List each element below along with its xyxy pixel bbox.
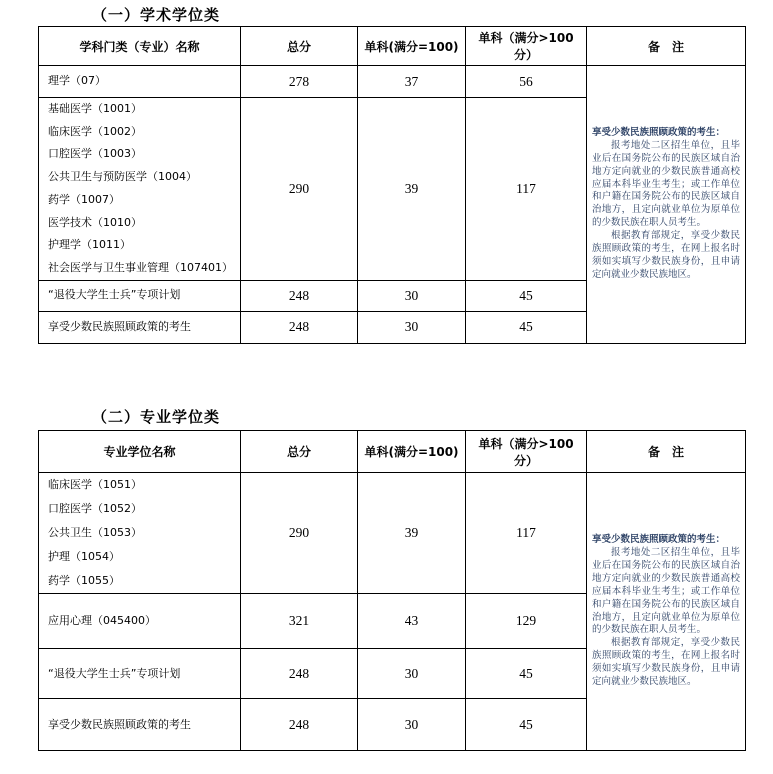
column-header-remark: 备 注 [587,431,746,473]
remark-cell [587,66,746,344]
table-header-row [39,431,746,473]
total-score-cell: 321 [241,594,358,649]
name-line: 临床医学（1002） [48,124,142,138]
academic-score-table [38,26,746,344]
section-title-academic: （一）学术学位类 [92,6,221,24]
single-subject-100-cell: 39 [358,473,466,594]
name-line: 护理（1054） [48,550,120,563]
column-header-single-subject-100: 单科(满分=100) [358,431,466,473]
single-subject-over-100-cell: 56 [466,66,587,98]
single-subject-100-cell: 30 [358,649,466,699]
name-line: 口腔医学（1003） [48,147,142,161]
subject-name-cell [39,280,241,311]
remark-heading: 享受少数民族照顾政策的考生： [592,534,726,546]
remark-paragraph: 根据教育部规定，享受少数民族照顾政策的考生，在网上报名时须如实填写少数民族身份，且申请定向就业少数民族地区。 [592,637,740,688]
name-line: 公共卫生与预防医学（1004） [48,170,197,184]
name-line: “退役大学生士兵”专项计划 [48,666,181,680]
single-subject-100-cell: 30 [358,311,466,343]
column-header-subject-name: 学科门类（专业）名称 [39,27,241,66]
name-line: 护理学（1011） [48,238,131,252]
remark-text [592,127,740,282]
single-subject-over-100-cell: 117 [466,473,587,594]
name-line: 应用心理（045400） [48,614,156,627]
degree-name-cell [39,473,241,594]
column-header-remark: 备 注 [587,27,746,66]
column-header-total-score: 总分 [241,431,358,473]
column-header-single-subject-100: 单科(满分=100) [358,27,466,66]
single-subject-100-cell: 43 [358,594,466,649]
remark-text [592,534,740,689]
total-score-cell: 290 [241,473,358,594]
name-line: 理学（07） [48,74,106,88]
single-subject-over-100-cell: 45 [466,699,587,751]
column-header-degree-name: 专业学位名称 [39,431,241,473]
remark-heading: 享受少数民族照顾政策的考生： [592,126,726,138]
total-score-cell: 248 [241,649,358,699]
name-line: 基础医学（1001） [48,102,142,115]
remark-paragraph: 报考地处二区招生单位，且毕业后在国务院公布的民族区域自治地方定向就业的少数民族普通高校应届本科毕业生考生；或工作单位和户籍在国务院公布的民族区域自治地方，且定向就业单位为原单位的少数民族在职人员考生。 [592,139,740,229]
degree-name-cell [39,699,241,751]
professional-score-table [38,430,746,751]
column-header-single-subject-over-100: 单科（满分>100 分） [466,27,587,66]
table-header-row [39,27,746,66]
name-line: 口腔医学（1052） [48,502,142,515]
name-line: 药学（1007） [48,192,120,206]
single-subject-over-100-cell: 117 [466,98,587,281]
section-title-professional: （二）专业学位类 [92,408,221,426]
remark-paragraph: 根据教育部规定，享受少数民族照顾政策的考生，在网上报名时须如实填写少数民族身份，且申请定向就业少数民族地区。 [592,230,740,280]
name-line: 公共卫生（1053） [48,526,142,539]
subject-name-cell [39,311,241,343]
degree-name-cell [39,594,241,649]
degree-name-cell [39,649,241,699]
name-line: 医学技术（1010） [48,215,142,229]
total-score-cell: 290 [241,98,358,281]
name-line: 享受少数民族照顾政策的考生 [48,717,191,731]
table-row [39,473,746,594]
name-line: 药学（1055） [48,574,120,587]
subject-name-cell [39,98,241,281]
total-score-cell: 278 [241,66,358,98]
single-subject-over-100-cell: 45 [466,649,587,699]
table-row [39,66,746,98]
single-subject-over-100-cell: 45 [466,311,587,343]
total-score-cell: 248 [241,280,358,311]
single-subject-100-cell: 37 [358,66,466,98]
remark-paragraph: 报考地处二区招生单位，且毕业后在国务院公布的民族区域自治地方定向就业的少数民族普通高校应届本科毕业生考生；或工作单位和户籍在国务院公布的民族区域自治地方，且定向就业单位为原单位的少数民族在职人员考生。 [592,546,740,636]
remark-cell [587,473,746,751]
name-line: 社会医学与卫生事业管理（107401） [48,260,233,274]
single-subject-over-100-cell: 129 [466,594,587,649]
total-score-cell: 248 [241,699,358,751]
single-subject-100-cell: 30 [358,699,466,751]
subject-name-cell [39,66,241,98]
single-subject-over-100-cell: 45 [466,280,587,311]
name-line: “退役大学生士兵”专项计划 [48,288,181,302]
total-score-cell: 248 [241,311,358,343]
column-header-total-score: 总分 [241,27,358,66]
single-subject-100-cell: 39 [358,98,466,281]
single-subject-100-cell: 30 [358,280,466,311]
name-line: 临床医学（1051） [48,478,142,491]
column-header-single-subject-over-100: 单科（满分>100 分） [466,431,587,473]
name-line: 享受少数民族照顾政策的考生 [48,319,191,333]
